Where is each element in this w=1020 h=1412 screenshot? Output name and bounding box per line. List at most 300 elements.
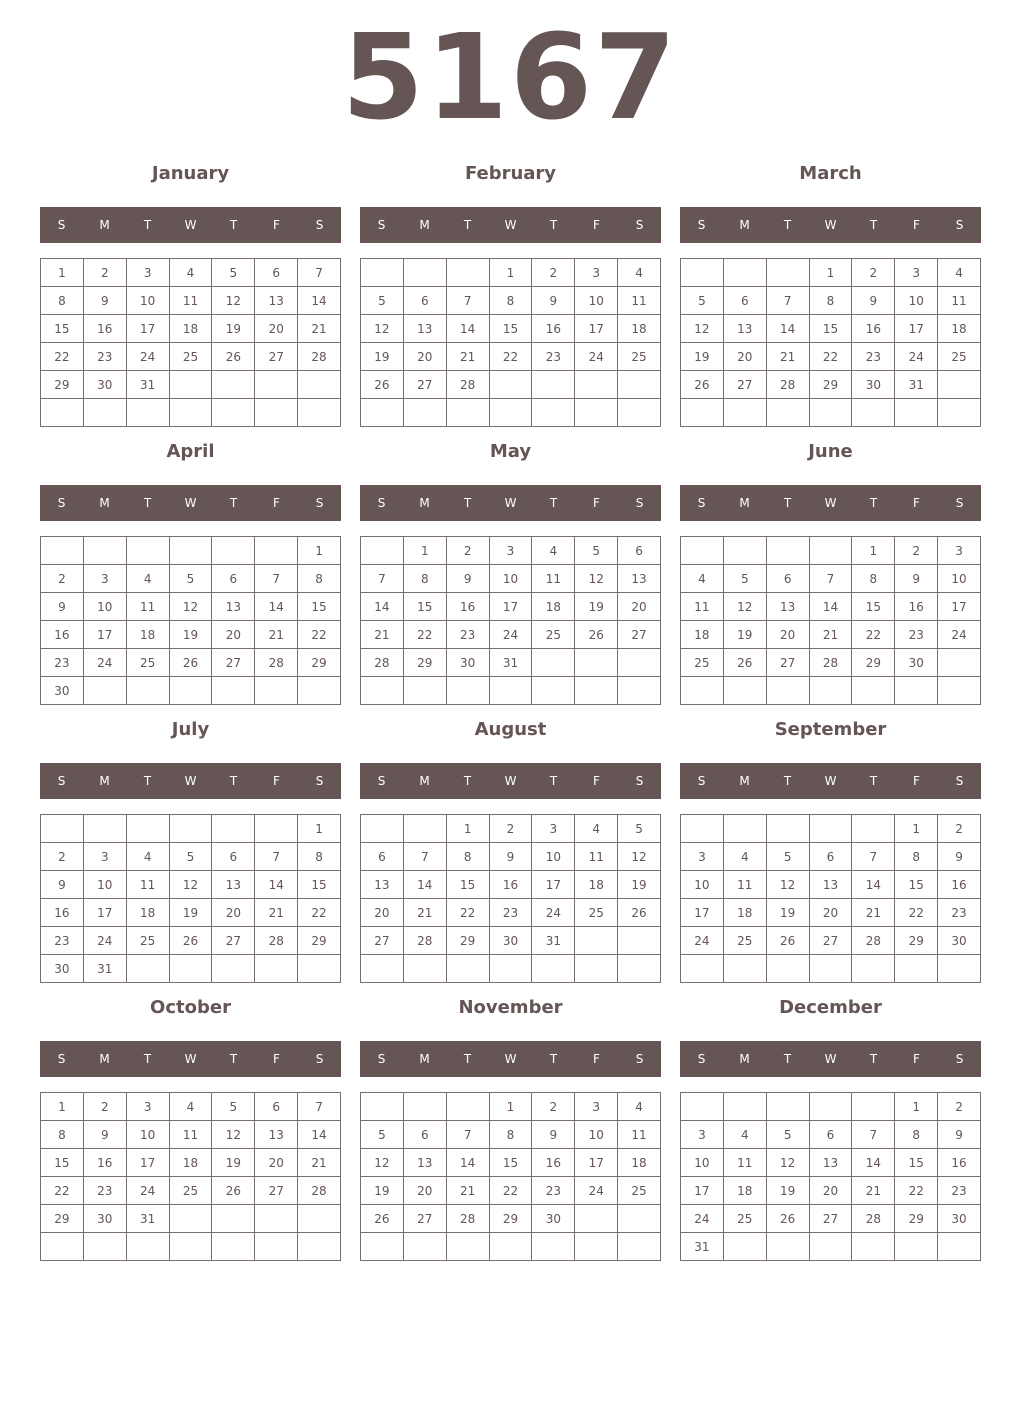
weekday-header xyxy=(360,207,661,243)
weekday-label: S xyxy=(697,774,706,788)
day-cell: 15 xyxy=(810,315,853,343)
empty-day-cell xyxy=(170,371,213,399)
day-cell: 17 xyxy=(532,871,575,899)
day-cell: 3 xyxy=(127,259,170,287)
day-cell: 2 xyxy=(41,565,84,593)
empty-day-cell xyxy=(255,537,298,565)
day-cell: 16 xyxy=(532,315,575,343)
empty-day-cell xyxy=(895,1233,938,1261)
day-cell: 21 xyxy=(447,343,490,371)
empty-day-cell xyxy=(681,677,724,705)
weekday-label: F xyxy=(913,218,920,232)
weekday-label: F xyxy=(593,774,600,788)
empty-day-cell xyxy=(127,677,170,705)
weekday-label: M xyxy=(419,496,430,510)
day-cell: 12 xyxy=(170,593,213,621)
day-cell: 30 xyxy=(895,649,938,677)
day-cell: 2 xyxy=(84,259,127,287)
empty-day-cell xyxy=(532,371,575,399)
day-cell: 7 xyxy=(767,287,810,315)
weekday-label: F xyxy=(273,774,280,788)
day-cell: 16 xyxy=(938,1149,981,1177)
day-cell: 12 xyxy=(170,871,213,899)
day-cell: 5 xyxy=(361,287,404,315)
weekday-label: F xyxy=(273,1052,280,1066)
day-cell: 24 xyxy=(575,343,618,371)
day-cell: 1 xyxy=(490,1093,533,1121)
day-cell: 29 xyxy=(404,649,447,677)
empty-day-cell xyxy=(298,371,341,399)
day-cell: 28 xyxy=(361,649,404,677)
day-cell: 30 xyxy=(938,927,981,955)
day-cell: 22 xyxy=(404,621,447,649)
weekday-label: T xyxy=(463,496,472,510)
weekday-label: W xyxy=(504,496,517,510)
day-cell: 11 xyxy=(170,1121,213,1149)
empty-day-cell xyxy=(298,399,341,427)
day-cell: 17 xyxy=(681,1177,724,1205)
day-cell: 3 xyxy=(84,843,127,871)
weekday-label: S xyxy=(955,496,964,510)
day-grid xyxy=(40,1092,341,1261)
empty-day-cell xyxy=(255,815,298,843)
weekday-label: S xyxy=(57,496,66,510)
day-cell: 15 xyxy=(447,871,490,899)
day-cell: 6 xyxy=(810,843,853,871)
day-cell: 25 xyxy=(170,1177,213,1205)
day-cell: 24 xyxy=(127,343,170,371)
day-cell: 29 xyxy=(298,649,341,677)
empty-day-cell xyxy=(361,399,404,427)
empty-day-cell xyxy=(895,399,938,427)
day-cell: 29 xyxy=(490,1205,533,1233)
empty-day-cell xyxy=(447,259,490,287)
day-cell: 16 xyxy=(84,1149,127,1177)
day-cell: 25 xyxy=(724,1205,767,1233)
day-cell: 25 xyxy=(618,1177,661,1205)
day-cell: 13 xyxy=(810,871,853,899)
day-cell: 21 xyxy=(255,621,298,649)
day-cell: 18 xyxy=(532,593,575,621)
day-cell: 31 xyxy=(532,927,575,955)
empty-day-cell xyxy=(618,677,661,705)
weekday-header xyxy=(40,207,341,243)
day-cell: 15 xyxy=(852,593,895,621)
day-cell: 8 xyxy=(810,287,853,315)
weekday-label: S xyxy=(635,218,644,232)
day-cell: 17 xyxy=(681,899,724,927)
day-cell: 5 xyxy=(212,1093,255,1121)
day-cell: 29 xyxy=(41,1205,84,1233)
day-cell: 10 xyxy=(490,565,533,593)
day-cell: 7 xyxy=(852,843,895,871)
day-cell: 7 xyxy=(361,565,404,593)
empty-day-cell xyxy=(170,1205,213,1233)
empty-day-cell xyxy=(532,649,575,677)
weekday-label: T xyxy=(229,1052,238,1066)
empty-day-cell xyxy=(575,955,618,983)
day-cell: 27 xyxy=(212,927,255,955)
day-cell: 3 xyxy=(575,1093,618,1121)
day-cell: 20 xyxy=(212,621,255,649)
day-cell: 10 xyxy=(938,565,981,593)
day-cell: 9 xyxy=(490,843,533,871)
empty-day-cell xyxy=(447,1093,490,1121)
day-cell: 4 xyxy=(681,565,724,593)
day-cell: 9 xyxy=(895,565,938,593)
day-cell: 2 xyxy=(532,1093,575,1121)
empty-day-cell xyxy=(84,815,127,843)
day-cell: 23 xyxy=(532,343,575,371)
day-cell: 1 xyxy=(404,537,447,565)
weekday-label: F xyxy=(593,1052,600,1066)
empty-day-cell xyxy=(852,1233,895,1261)
empty-day-cell xyxy=(852,815,895,843)
weekday-label: T xyxy=(869,774,878,788)
empty-day-cell xyxy=(255,1205,298,1233)
day-cell: 31 xyxy=(84,955,127,983)
day-cell: 14 xyxy=(447,1149,490,1177)
weekday-label: W xyxy=(184,218,197,232)
day-cell: 11 xyxy=(532,565,575,593)
day-cell: 1 xyxy=(298,815,341,843)
weekday-label: T xyxy=(143,1052,152,1066)
day-cell: 16 xyxy=(41,621,84,649)
day-cell: 2 xyxy=(447,537,490,565)
day-cell: 31 xyxy=(490,649,533,677)
weekday-label: T xyxy=(143,218,152,232)
weekday-label: W xyxy=(504,218,517,232)
day-cell: 20 xyxy=(404,343,447,371)
day-cell: 12 xyxy=(212,287,255,315)
day-cell: 27 xyxy=(255,1177,298,1205)
day-cell: 14 xyxy=(298,287,341,315)
weekday-label: T xyxy=(549,496,558,510)
weekday-label: S xyxy=(57,774,66,788)
day-cell: 3 xyxy=(532,815,575,843)
day-cell: 24 xyxy=(681,927,724,955)
day-cell: 19 xyxy=(361,1177,404,1205)
day-cell: 6 xyxy=(767,565,810,593)
day-cell: 24 xyxy=(84,927,127,955)
day-cell: 14 xyxy=(404,871,447,899)
day-cell: 11 xyxy=(127,871,170,899)
day-cell: 23 xyxy=(938,899,981,927)
weekday-label: T xyxy=(549,774,558,788)
day-cell: 18 xyxy=(127,621,170,649)
empty-day-cell xyxy=(490,955,533,983)
day-cell: 9 xyxy=(447,565,490,593)
day-cell: 29 xyxy=(810,371,853,399)
day-cell: 20 xyxy=(361,899,404,927)
empty-day-cell xyxy=(618,1233,661,1261)
day-cell: 16 xyxy=(41,899,84,927)
day-cell: 21 xyxy=(298,315,341,343)
day-cell: 30 xyxy=(532,1205,575,1233)
day-cell: 23 xyxy=(447,621,490,649)
empty-day-cell xyxy=(212,1233,255,1261)
day-cell: 9 xyxy=(532,1121,575,1149)
empty-day-cell xyxy=(767,537,810,565)
day-cell: 26 xyxy=(767,927,810,955)
empty-day-cell xyxy=(767,1233,810,1261)
day-cell: 22 xyxy=(447,899,490,927)
empty-day-cell xyxy=(212,1205,255,1233)
day-cell: 19 xyxy=(170,899,213,927)
day-cell: 22 xyxy=(41,343,84,371)
day-cell: 6 xyxy=(212,843,255,871)
empty-day-cell xyxy=(404,955,447,983)
day-cell: 20 xyxy=(404,1177,447,1205)
day-cell: 24 xyxy=(938,621,981,649)
day-cell: 4 xyxy=(618,1093,661,1121)
day-cell: 13 xyxy=(767,593,810,621)
weekday-label: S xyxy=(377,218,386,232)
weekday-label: F xyxy=(593,218,600,232)
day-cell: 23 xyxy=(938,1177,981,1205)
empty-day-cell xyxy=(361,1233,404,1261)
day-cell: 8 xyxy=(852,565,895,593)
empty-day-cell xyxy=(298,955,341,983)
day-cell: 30 xyxy=(938,1205,981,1233)
weekday-label: T xyxy=(783,496,792,510)
empty-day-cell xyxy=(298,1205,341,1233)
empty-day-cell xyxy=(490,677,533,705)
empty-day-cell xyxy=(810,815,853,843)
month-name: August xyxy=(474,719,547,740)
weekday-label: F xyxy=(913,496,920,510)
empty-day-cell xyxy=(895,677,938,705)
day-cell: 6 xyxy=(618,537,661,565)
day-cell: 22 xyxy=(895,899,938,927)
empty-day-cell xyxy=(212,677,255,705)
empty-day-cell xyxy=(255,399,298,427)
weekday-header xyxy=(360,485,661,521)
day-cell: 2 xyxy=(490,815,533,843)
weekday-header xyxy=(40,1041,341,1077)
empty-day-cell xyxy=(490,399,533,427)
day-cell: 21 xyxy=(852,899,895,927)
day-cell: 5 xyxy=(618,815,661,843)
empty-day-cell xyxy=(361,815,404,843)
empty-day-cell xyxy=(575,1205,618,1233)
day-cell: 18 xyxy=(575,871,618,899)
day-cell: 22 xyxy=(895,1177,938,1205)
empty-day-cell xyxy=(127,955,170,983)
day-cell: 21 xyxy=(361,621,404,649)
weekday-label: W xyxy=(504,774,517,788)
day-cell: 6 xyxy=(212,565,255,593)
day-cell: 3 xyxy=(681,843,724,871)
day-cell: 23 xyxy=(41,927,84,955)
day-cell: 9 xyxy=(41,871,84,899)
day-cell: 8 xyxy=(490,1121,533,1149)
empty-day-cell xyxy=(41,537,84,565)
day-cell: 23 xyxy=(532,1177,575,1205)
day-cell: 14 xyxy=(255,593,298,621)
day-cell: 22 xyxy=(298,899,341,927)
day-cell: 8 xyxy=(895,1121,938,1149)
weekday-label: T xyxy=(869,496,878,510)
day-cell: 14 xyxy=(767,315,810,343)
day-cell: 25 xyxy=(127,649,170,677)
day-grid xyxy=(40,814,341,983)
weekday-label: S xyxy=(377,496,386,510)
day-cell: 15 xyxy=(895,1149,938,1177)
day-cell: 20 xyxy=(255,315,298,343)
day-cell: 16 xyxy=(852,315,895,343)
day-cell: 10 xyxy=(575,287,618,315)
day-cell: 24 xyxy=(127,1177,170,1205)
empty-day-cell xyxy=(724,1093,767,1121)
day-cell: 14 xyxy=(361,593,404,621)
empty-day-cell xyxy=(532,677,575,705)
day-cell: 1 xyxy=(490,259,533,287)
weekday-label: T xyxy=(143,496,152,510)
weekday-label: W xyxy=(824,1052,837,1066)
empty-day-cell xyxy=(575,927,618,955)
weekday-label: F xyxy=(913,774,920,788)
empty-day-cell xyxy=(681,537,724,565)
empty-day-cell xyxy=(724,537,767,565)
day-cell: 4 xyxy=(724,843,767,871)
day-cell: 8 xyxy=(404,565,447,593)
day-cell: 31 xyxy=(127,371,170,399)
empty-day-cell xyxy=(447,399,490,427)
day-cell: 7 xyxy=(255,565,298,593)
weekday-header xyxy=(40,485,341,521)
day-cell: 29 xyxy=(447,927,490,955)
day-cell: 11 xyxy=(618,287,661,315)
empty-day-cell xyxy=(810,1093,853,1121)
empty-day-cell xyxy=(212,815,255,843)
day-grid xyxy=(360,1092,661,1261)
weekday-label: S xyxy=(315,774,324,788)
empty-day-cell xyxy=(532,1233,575,1261)
day-cell: 19 xyxy=(767,899,810,927)
day-cell: 16 xyxy=(447,593,490,621)
day-cell: 2 xyxy=(84,1093,127,1121)
day-cell: 17 xyxy=(575,1149,618,1177)
empty-day-cell xyxy=(575,399,618,427)
day-cell: 17 xyxy=(938,593,981,621)
day-cell: 13 xyxy=(212,593,255,621)
day-grid xyxy=(360,814,661,983)
month-name: June xyxy=(808,441,853,462)
empty-day-cell xyxy=(810,1233,853,1261)
weekday-label: M xyxy=(99,774,110,788)
day-cell: 28 xyxy=(852,927,895,955)
day-cell: 5 xyxy=(170,565,213,593)
empty-day-cell xyxy=(724,1233,767,1261)
day-cell: 7 xyxy=(404,843,447,871)
day-cell: 30 xyxy=(490,927,533,955)
empty-day-cell xyxy=(767,259,810,287)
weekday-label: T xyxy=(463,774,472,788)
empty-day-cell xyxy=(575,677,618,705)
day-cell: 18 xyxy=(127,899,170,927)
day-cell: 15 xyxy=(298,593,341,621)
empty-day-cell xyxy=(298,677,341,705)
day-grid xyxy=(680,1092,981,1261)
empty-day-cell xyxy=(681,1093,724,1121)
day-cell: 27 xyxy=(404,1205,447,1233)
day-cell: 6 xyxy=(255,259,298,287)
weekday-label: M xyxy=(99,218,110,232)
day-cell: 24 xyxy=(84,649,127,677)
weekday-label: S xyxy=(697,218,706,232)
day-cell: 6 xyxy=(810,1121,853,1149)
day-cell: 4 xyxy=(170,1093,213,1121)
empty-day-cell xyxy=(681,955,724,983)
day-cell: 30 xyxy=(41,955,84,983)
weekday-label: T xyxy=(549,218,558,232)
weekday-label: T xyxy=(463,218,472,232)
day-cell: 26 xyxy=(170,649,213,677)
empty-day-cell xyxy=(681,259,724,287)
day-cell: 29 xyxy=(895,1205,938,1233)
empty-day-cell xyxy=(361,1093,404,1121)
empty-day-cell xyxy=(170,815,213,843)
day-cell: 2 xyxy=(41,843,84,871)
day-cell: 6 xyxy=(361,843,404,871)
day-cell: 20 xyxy=(618,593,661,621)
day-cell: 25 xyxy=(618,343,661,371)
day-cell: 20 xyxy=(810,1177,853,1205)
day-cell: 13 xyxy=(404,1149,447,1177)
day-cell: 17 xyxy=(84,621,127,649)
day-cell: 15 xyxy=(41,315,84,343)
day-cell: 18 xyxy=(938,315,981,343)
day-cell: 26 xyxy=(361,371,404,399)
day-cell: 28 xyxy=(447,1205,490,1233)
month-name: December xyxy=(779,997,882,1018)
day-cell: 29 xyxy=(41,371,84,399)
empty-day-cell xyxy=(298,1233,341,1261)
weekday-label: M xyxy=(739,1052,750,1066)
empty-day-cell xyxy=(810,537,853,565)
month-name: September xyxy=(774,719,887,740)
day-cell: 11 xyxy=(127,593,170,621)
day-cell: 4 xyxy=(938,259,981,287)
day-cell: 30 xyxy=(852,371,895,399)
month-name: March xyxy=(799,163,862,184)
empty-day-cell xyxy=(724,677,767,705)
day-cell: 31 xyxy=(681,1233,724,1261)
weekday-label: F xyxy=(273,496,280,510)
day-cell: 5 xyxy=(724,565,767,593)
day-cell: 5 xyxy=(575,537,618,565)
day-cell: 19 xyxy=(575,593,618,621)
day-cell: 1 xyxy=(895,815,938,843)
day-cell: 14 xyxy=(852,871,895,899)
day-cell: 3 xyxy=(938,537,981,565)
day-cell: 22 xyxy=(810,343,853,371)
weekday-label: M xyxy=(419,774,430,788)
day-grid xyxy=(680,536,981,705)
day-cell: 26 xyxy=(681,371,724,399)
weekday-header xyxy=(360,1041,661,1077)
weekday-label: S xyxy=(377,774,386,788)
day-cell: 5 xyxy=(361,1121,404,1149)
day-cell: 19 xyxy=(212,1149,255,1177)
day-cell: 3 xyxy=(895,259,938,287)
empty-day-cell xyxy=(575,1233,618,1261)
day-cell: 21 xyxy=(447,1177,490,1205)
day-cell: 26 xyxy=(575,621,618,649)
day-cell: 14 xyxy=(447,315,490,343)
empty-day-cell xyxy=(938,955,981,983)
